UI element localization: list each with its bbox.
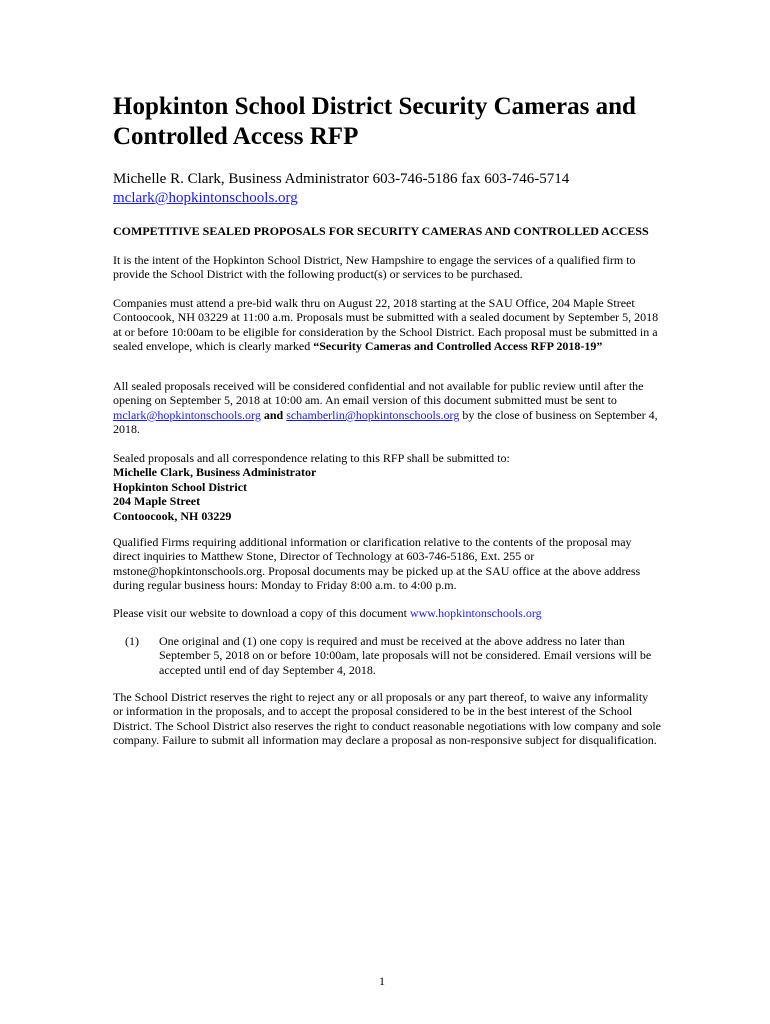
submission-intro: Sealed proposals and all correspondence relating to this RFP shall be submitted to: xyxy=(113,451,510,465)
inquiries-paragraph: Qualified Firms requiring additional information or clarification relative to the contents of the proposal may direct inquiries to Matthew Stone, Director of Technology at 603-746-5186, Ext. 255 or mstone@hopkintonschools.org. Proposal documents may be picked up at the SAU office at the above address during regular business hours: Monday to Friday 8:00 a.m. to 4:00 p.m. xyxy=(113,535,641,593)
intent-paragraph: It is the intent of the Hopkinton School District, New Hampshire to engage the services of a qualified firm to provide the School District with the following product(s) or services to be purchased. xyxy=(113,253,636,282)
contact-email-link[interactable]: mclark@hopkintonschools.org xyxy=(113,190,298,206)
list-number: (1) xyxy=(125,634,139,648)
email-link-schamberlin[interactable]: schamberlin@hopkintonschools.org xyxy=(286,407,460,422)
submission-street: 204 Maple Street xyxy=(113,494,201,509)
section-heading: COMPETITIVE SEALED PROPOSALS FOR SECURITY CAMERAS AND CONTROLLED ACCESS xyxy=(113,224,649,238)
website-text: Please visit our website to download a copy of this document xyxy=(113,606,410,620)
submission-org: Hopkinton School District xyxy=(113,479,248,494)
document-title: Hopkinton School District Security Cameras and Controlled Access RFP xyxy=(113,93,636,150)
submission-city: Contoocook, NH 03229 xyxy=(113,508,232,523)
confidential-text: All sealed proposals received will be considered confidential and not available for public review until after the opening on September 5, 2018 at 10:00 am. An email version of this document submitted must be sent to xyxy=(113,379,644,408)
reserves-paragraph: The School District reserves the right to reject any or all proposals or any part thereof, to waive any informality or information in the proposals, and to accept the proposal considered to be in the best interest of the School District. The School District also reserves the right to conduct reasonable negotiations with low company and sole company. Failure to submit all information may declare a proposal as non-responsive subject for disqualification. xyxy=(113,690,661,748)
confidential-tail: by the close of business on September 4, 2018. xyxy=(113,407,658,437)
and-connector: and xyxy=(260,407,287,422)
list-item xyxy=(125,634,663,677)
submission-name: Michelle Clark, Business Administrator xyxy=(113,465,317,480)
email-link-mclark[interactable]: mclark@hopkintonschools.org xyxy=(113,407,261,422)
prebid-text: Companies must attend a pre-bid walk thru on August 22, 2018 starting at the SAU Office, 204 Maple Street Contoocook, NH 03229 at 11:00 a.m. Proposals must be submitted with a sealed document by September 5, 2018 at or before 10:00am to be eligible for consideration by the School District. Each proposal must be submitted in a sealed envelope, which is clearly marked xyxy=(113,296,659,354)
prebid-paragraph xyxy=(113,296,661,354)
page-number: 1 xyxy=(379,974,385,988)
contact-block xyxy=(113,170,569,208)
confidential-paragraph xyxy=(113,379,661,437)
website-paragraph xyxy=(113,606,661,620)
rfp-marking: “Security Cameras and Controlled Access RFP 2018-19” xyxy=(313,339,603,354)
contact-line: Michelle R. Clark, Business Administrator 603-746-5186 fax 603-746-5714 xyxy=(113,171,570,187)
website-link[interactable]: www.hopkintonschools.org xyxy=(409,606,542,620)
submission-address-block xyxy=(113,451,661,523)
list-text: One original and (1) one copy is required and must be received at the above address no later than September 5, 2018 on or before 10:00am, late proposals will not be considered. Email versions will be accepted until end of day September 4, 2018. xyxy=(159,634,652,677)
